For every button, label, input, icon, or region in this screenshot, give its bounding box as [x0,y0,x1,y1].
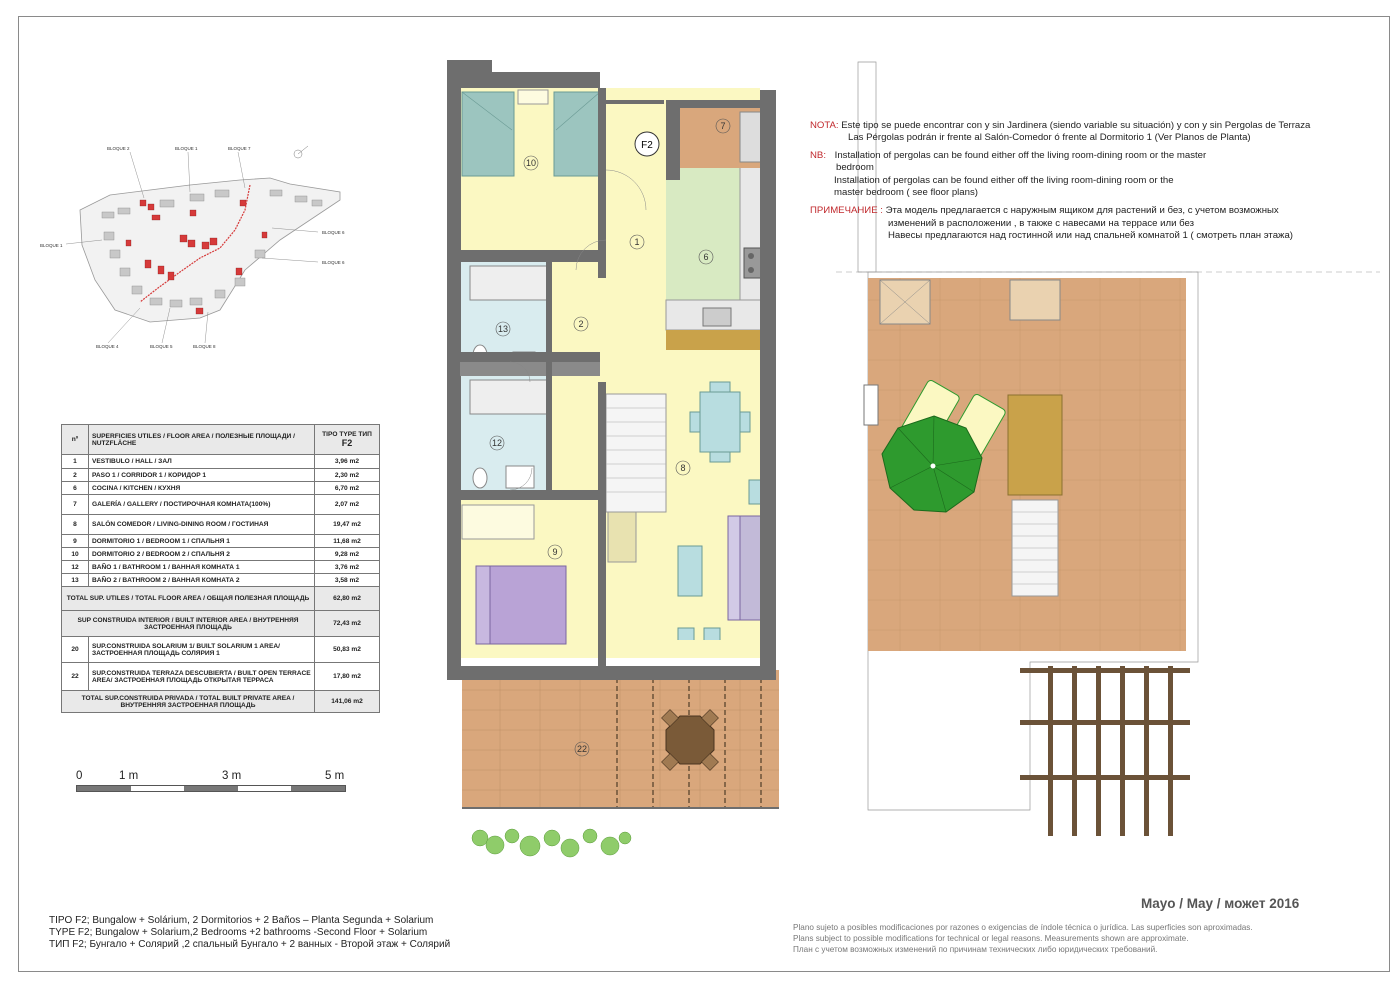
total-useful-value: 62,80 m2 [315,587,380,611]
room-number: 8 [680,463,686,473]
table-cell-no: 13 [62,574,89,587]
solarium-lid [1008,395,1062,495]
document-date: Mayo / May / может 2016 [1141,896,1300,911]
note-text: Este tipo se puede encontrar con y sin Jardinera (siendo variable su situación) y con y sin Pergolas de Terraza [841,120,1311,131]
bed-bedroom-2 [462,92,514,176]
table-cell-value: 6,70 m2 [315,482,380,495]
table-cell-label: VESTIBULO / HALL / ЗАЛ [89,455,315,469]
kitchen-bar [666,330,774,350]
unit-tag-label: F2 [641,140,653,151]
table-cell-label: DORMITORIO 1 / BEDROOM 1 / СПАЛЬНЯ 1 [89,535,315,548]
table-cell-no: 2 [62,469,89,482]
table-header-type: TIPO TYPE ТИП F2 [315,425,380,455]
table-cell-label: SALÓN COMEDOR / LIVING-DINING ROOM / ГОСТИНАЯ [89,515,315,535]
table-cell-label: SUP.CONSTRUIDA SOLARIUM 1/ BUILT SOLARIUM 1 AREA/ ЗАСТРОЕННАЯ ПЛОЩАДЬ СОЛЯРИЯ 1 [89,637,315,663]
table-cell-label: BAÑO 1 / BATHROOM 1 / ВАННАЯ КОМНАТА 1 [89,561,315,574]
table-cell-label: DORMITORIO 2 / BEDROOM 2 / СПАЛЬНЯ 2 [89,548,315,561]
stairs [606,394,666,512]
unit-description-line: ТИП F2; Бунгало + Солярий ,2 спальный Бунгало + 2 ванных - Второй этаж + Солярий [49,939,451,950]
table-cell-value: 3,76 m2 [315,561,380,574]
total-private-value: 141,06 m2 [315,691,380,713]
coffee-table [678,546,702,596]
terrace-floor [462,670,779,808]
note-text: bedroom [836,162,874,174]
table-cell-value: 9,28 m2 [315,548,380,561]
unit-description-line: TIPO F2; Bungalow + Solárium, 2 Dormitorios + 2 Baños – Planta Segunda + Solarium [49,915,434,926]
disclaimer-line: План с учетом возможных изменений по причинам технических либо юридических требований. [793,945,1158,954]
bed-bedroom-2 [554,92,600,176]
table-cell-value: 19,47 m2 [315,515,380,535]
unit-description-line: TYPE F2; Bungalow + Solarium,2 Bedrooms +2 bathrooms -Second Floor + Solarium [49,927,428,938]
table-cell-label: BAÑO 2 / BATHROOM 2 / ВАННАЯ КОМНАТА 2 [89,574,315,587]
site-label: BLOQUE 1 [175,146,198,151]
note-text: Installation of pergolas can be found either off the living room-dining room or the [834,174,1174,186]
site-label: BLOQUE 5 [150,344,173,349]
site-label: BLOQUE 8 [193,344,216,349]
note-key: ПРИМЕЧАНИЕ : [810,205,883,217]
room-number: 7 [720,121,726,131]
table-cell-no: 20 [62,637,89,663]
table-cell-value: 50,83 m2 [315,637,380,663]
note-text: master bedroom ( see floor plans) [834,187,978,199]
scale-label: 3 m [222,770,242,782]
table-cell-value: 2,30 m2 [315,469,380,482]
table-cell-no: 8 [62,515,89,535]
room-number: 6 [703,252,709,262]
table-cell-no: 12 [62,561,89,574]
table-cell-no: 10 [62,548,89,561]
notes-block [810,120,1370,248]
table-cell-value: 3,96 m2 [315,455,380,469]
planter [472,829,631,857]
table-cell-value: 17,80 m2 [315,663,380,691]
table-cell-value: 3,58 m2 [315,574,380,587]
disclaimer [793,922,1253,955]
disclaimer-line: Plans subject to possible modifications for technical or legal reasons. Measurements shown are approximate. [793,934,1189,943]
table-cell-value: 2,07 m2 [315,495,380,515]
site-label: BLOQUE 1 [40,243,63,248]
table-cell-no: 22 [62,663,89,691]
site-label: BLOQUE 6 [322,260,345,265]
table-cell-no: 9 [62,535,89,548]
note-key: NB: [810,149,826,161]
table-cell-value: 11,68 m2 [315,535,380,548]
table-header-description: SUPERFICIES UTILES / FLOOR AREA / ПОЛЕЗНЫЕ ПЛОЩАДИ / NUTZFLÄCHE [89,425,315,455]
table-cell-label: PASO 1 / CORRIDOR 1 / КОРИДОР 1 [89,469,315,482]
disclaimer-line: Plano sujeto a posibles modificaciones por razones o exigencias de índole técnica o jurídica. Las superficies son aproximadas. [793,923,1253,932]
table-header-no: nº [62,425,89,455]
dining-table [700,392,740,452]
site-label: BLOQUE 7 [228,146,251,151]
note-text: Las Pérgolas podrán ir frente al Salón-Comedor ó frente al Dormitorio 1 (Ver Planos de Planta) [848,132,1251,144]
built-interior-value: 72,43 m2 [315,611,380,637]
table-cell-label: COCINA / KITCHEN / КУХНЯ [89,482,315,495]
site-label: BLOQUE 2 [107,146,130,151]
total-useful-label: TOTAL SUP. UTILES / TOTAL FLOOR AREA / ОБЩАЯ ПОЛЕЗНАЯ ПЛОЩАДЬ [62,587,315,611]
note-key: NOTA: [810,120,839,131]
note-text: Эта модель предлагается с наружным ящиком для растений и без, с учетом возможных [885,205,1279,217]
note-text: Навесы предлагаются над гостинной или над спальней комнатой 1 ( смотреть план этажа) [888,230,1294,242]
note-text: изменений в расположении , в также с навесами на террасе или без [888,217,1195,229]
note-text: Installation of pergolas can be found either off the living room-dining room or the master [834,149,1207,161]
table-cell-no: 1 [62,455,89,469]
table-cell-no: 7 [62,495,89,515]
scale-label: 5 m [325,770,345,782]
room-number: 22 [576,744,588,754]
room-number: 1 [634,237,640,247]
table-cell-no: 6 [62,482,89,495]
unit-description [49,915,450,951]
built-interior-label: SUP CONSTRUIDA INTERIOR / BUILT INTERIOR AREA / ВНУТРЕННЯЯ ЗАСТРОЕННАЯ ПЛОЩАДЬ [62,611,315,637]
scale-label: 0 [76,770,83,782]
site-label: BLOQUE 4 [96,344,119,349]
table-cell-label: GALERÍA / GALLERY / ПОСТИРОЧНАЯ КОМНАТА(100%) [89,495,315,515]
site-label: BLOQUE 6 [322,230,345,235]
room-number: 13 [497,324,509,334]
scale-label: 1 m [119,770,139,782]
room-number: 2 [578,319,584,329]
room-number: 9 [552,547,558,557]
room-number: 10 [525,158,537,168]
room-number: 12 [491,438,503,448]
total-private-label: TOTAL SUP.CONSTRUIDA PRIVADA / TOTAL BUILT PRIVATE AREA / ВНУТРЕННЯЯ ЗАСТРОЕННАЯ ПЛОЩАДЬ [62,691,315,713]
table-cell-label: SUP.CONSTRUIDA TERRAZA DESCUBIERTA / BUILT OPEN TERRACE AREA/ ЗАСТРОЕННАЯ ПЛОЩАДЬ ОТКРЫТАЯ ТЕРРАСА [89,663,315,691]
